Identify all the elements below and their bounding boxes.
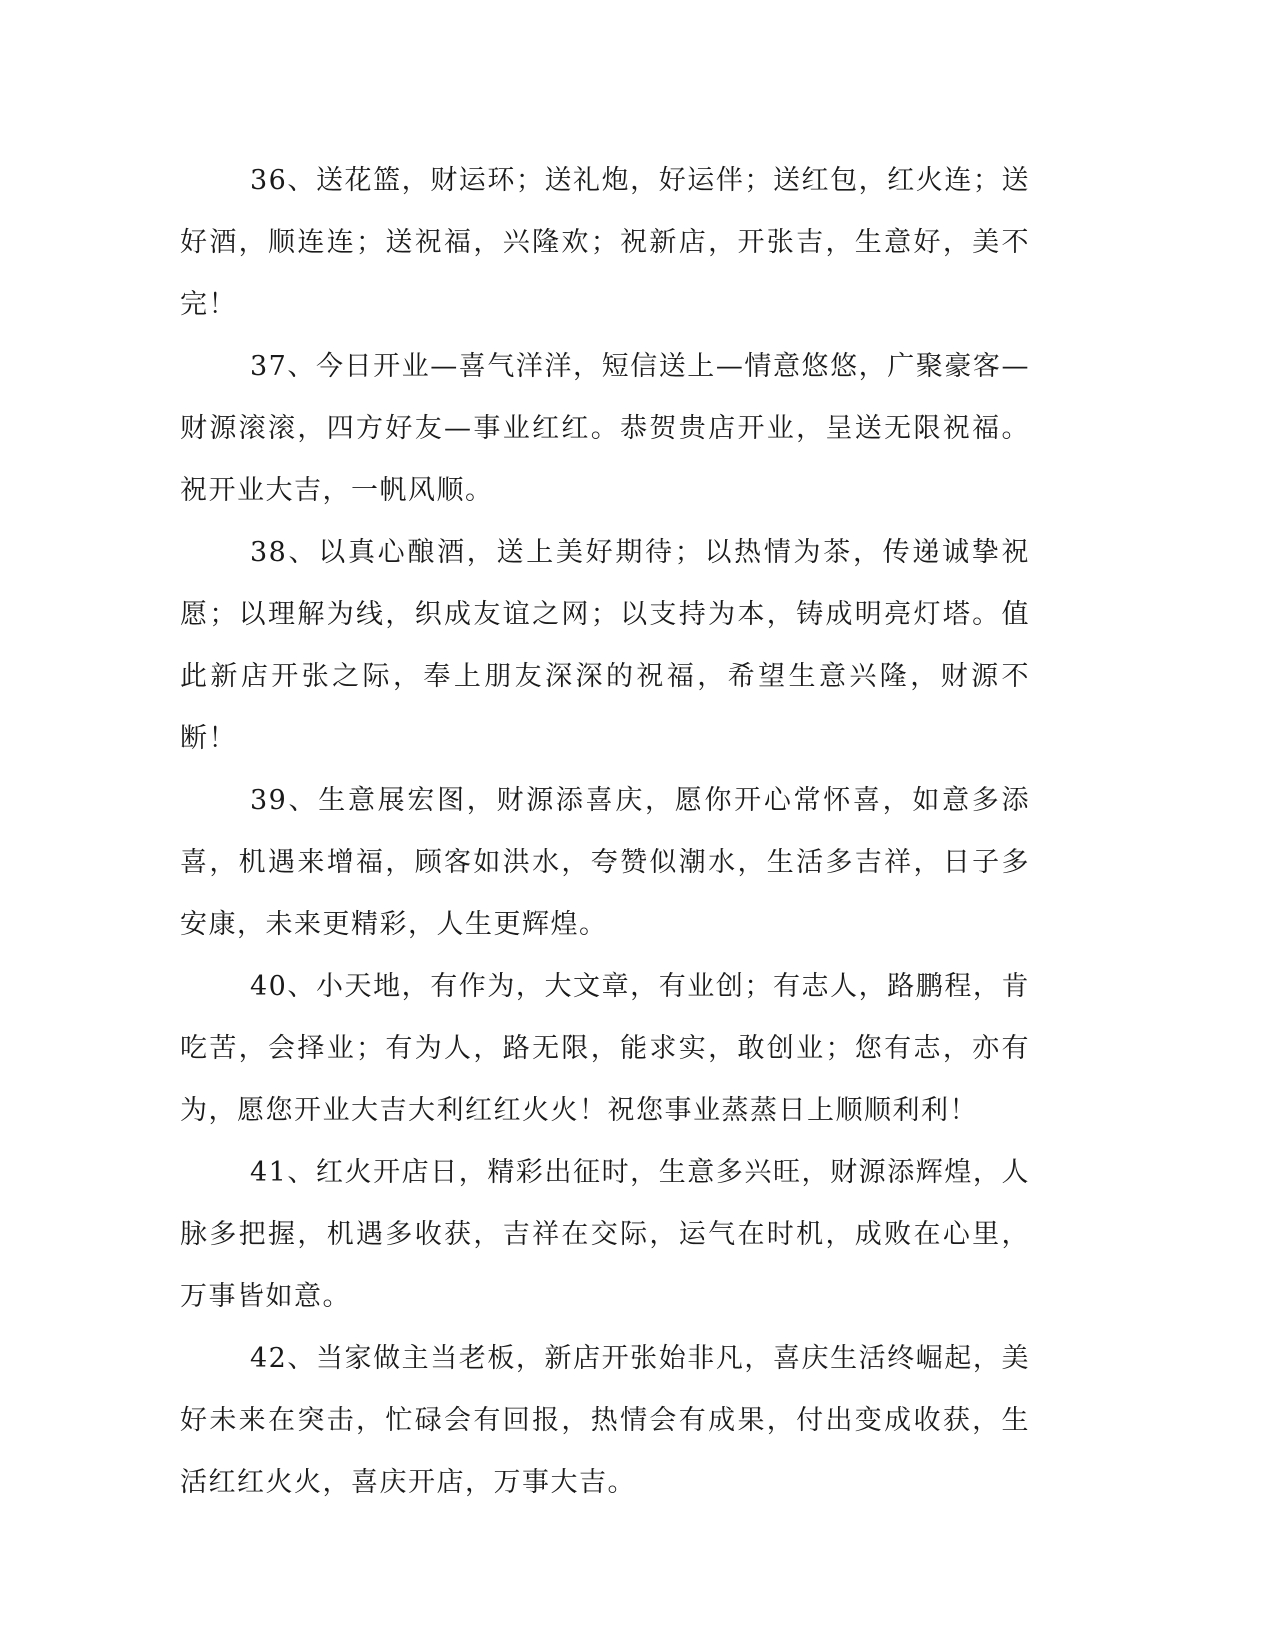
document-body — [180, 150, 1030, 1514]
paragraph-37: 37、今日开业—喜气洋洋，短信送上—情意悠悠，广聚豪客—财源滚滚，四方好友—事业红红。恭贺贵店开业，呈送无限祝福。祝开业大吉，一帆风顺。 — [180, 351, 1030, 506]
paragraph-40: 40、小天地，有作为，大文章，有业创；有志人，路鹏程，肯吃苦，会择业；有为人，路无限，能求实，敢创业；您有志，亦有为，愿您开业大吉大利红红火火！祝您事业蒸蒸日上顺顺利利！ — [180, 971, 1030, 1126]
paragraph-39: 39、生意展宏图，财源添喜庆，愿你开心常怀喜，如意多添喜，机遇来增福，顾客如洪水，夸赞似潮水，生活多吉祥，日子多安康，未来更精彩，人生更辉煌。 — [180, 785, 1030, 940]
paragraph-38: 38、以真心酿酒，送上美好期待；以热情为茶，传递诚挚祝愿；以理解为线，织成友谊之网；以支持为本，铸成明亮灯塔。值此新店开张之际，奉上朋友深深的祝福，希望生意兴隆，财源不断！ — [180, 537, 1030, 754]
paragraph-41: 41、红火开店日，精彩出征时，生意多兴旺，财源添辉煌，人脉多把握，机遇多收获，吉祥在交际，运气在时机，成败在心里，万事皆如意。 — [180, 1157, 1030, 1312]
paragraph-36: 36、送花篮，财运环；送礼炮，好运伴；送红包，红火连；送好酒，顺连连；送祝福，兴隆欢；祝新店，开张吉，生意好，美不完！ — [180, 165, 1030, 320]
paragraph-42: 42、当家做主当老板，新店开张始非凡，喜庆生活终崛起，美好未来在突击，忙碌会有回报，热情会有成果，付出变成收获，生活红红火火，喜庆开店，万事大吉。 — [180, 1343, 1030, 1498]
